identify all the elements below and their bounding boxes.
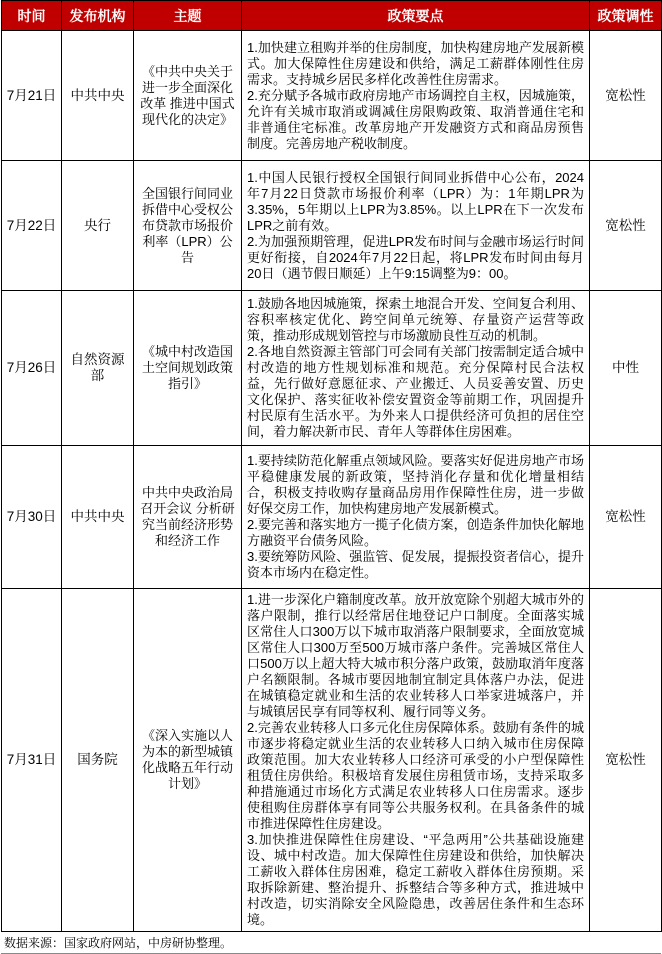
- table-row: [2, 291, 662, 446]
- policy-point: 2.完善农业转移人口多元化住房保障体系。鼓励有条件的城市逐步将稳定就业生活的农业转移人口纳入城市住房保障政策范围。加大农业转移人口经济可承受的小户型保障性租赁住房供给。积极培育发展住房租赁市场，支持采取多种措施通过市场化方式满足农业转移人口住房需求。逐步使租购住房群体享有同等公共服务权利。在具备条件的城市推进保障性住房建设。: [247, 720, 584, 831]
- tone-cell: 宽松性: [590, 161, 662, 291]
- tone-cell: 中性: [590, 291, 662, 446]
- policy-point: 1.要持续防范化解重点领域风险。要落实好促进房地产市场平稳健康发展的新政策，坚持消化存量和优化增量相结合，积极支持收购存量商品房用作保障性住房，进一步做好保交房工作，加快构建房地产发展新模式。: [247, 453, 584, 516]
- source-note: 数据来源：国家政府网站，中房研协整理。: [1, 932, 661, 954]
- topic-cell: 《深入实施以人为本的新型城镇化战略五年行动计划》: [134, 589, 242, 932]
- agency-cell: 自然资源部: [62, 291, 134, 446]
- points-cell: [242, 31, 590, 161]
- policy-point: 1.中国人民银行授权全国银行间同业拆借中心公布，2024年7月22日贷款市场报价利率（LPR）为：1年期LPR为3.35%，5年期以上LPR为3.85%。以上LPR在下一次发布LPR之前有效。: [247, 169, 584, 233]
- column-header: 主题: [134, 1, 242, 31]
- table-row: [2, 31, 662, 161]
- policy-point: 2.充分赋予各城市政府房地产市场调控自主权，因城施策，允许有关城市取消或调减住房限购政策、取消普通住宅和非普通住宅标准。改革房地产开发融资方式和商品房预售制度。完善房地产税收制度。: [247, 87, 584, 151]
- header-row: [2, 1, 662, 31]
- points-cell: [242, 446, 590, 589]
- column-header: 发布机构: [62, 1, 134, 31]
- tone-cell: 宽松性: [590, 31, 662, 161]
- agency-cell: 中共中央: [62, 446, 134, 589]
- policy-point: 2.为加强预期管理，促进LPR发布时间与金融市场运行时间更好衔接，自2024年7月22日起，将LPR发布时间由每月20日（遇节假日顺延）上午9:15调整为9：00。: [247, 233, 584, 281]
- column-header: 时间: [2, 1, 62, 31]
- topic-cell: 《中共中央关于进一步全面深化改革 推进中国式现代化的决定》: [134, 31, 242, 161]
- agency-cell: 央行: [62, 161, 134, 291]
- table-row: [2, 589, 662, 932]
- column-header: 政策要点: [242, 1, 590, 31]
- policy-point: 2.要完善和落实地方一揽子化债方案，创造条件加快化解地方融资平台债务风险。: [247, 517, 584, 548]
- agency-cell: 国务院: [62, 589, 134, 932]
- time-cell: 7月30日: [2, 446, 62, 589]
- time-cell: 7月26日: [2, 291, 62, 446]
- policy-point: 3.加快推进保障性住房建设、“平急两用”公共基础设施建设、城中村改造。加大保障性住房建设和供给，加快解决工薪收入群体住房困难，稳定工薪收入群体住房预期。采取拆除新建、整治提升、拆整结合等多种方式，推进城中村改造，切实消除安全风险隐患，改善居住条件和生态环境。: [247, 832, 584, 927]
- topic-cell: 全国银行间同业拆借中心受权公布贷款市场报价利率（LPR）公告: [134, 161, 242, 291]
- policy-point: 2.各地自然资源主管部门可会同有关部门按需制定适合城中村改造的地方性规划标准和规范。充分保障村民合法权益，先行做好意愿征求、产业搬迁、人员妥善安置、历史文化保护、落实征收补偿安置资金等前期工作，巩固提升村民原有生活水平。为外来人口提供经济可负担的居住空间，着力解决新市民、青年人等群体住房困难。: [247, 344, 584, 439]
- tone-cell: 宽松性: [590, 446, 662, 589]
- time-cell: 7月31日: [2, 589, 62, 932]
- tone-cell: 宽松性: [590, 589, 662, 932]
- agency-cell: 中共中央: [62, 31, 134, 161]
- policy-point: 1.加快建立租购并举的住房制度，加快构建房地产发展新模式。加大保障性住房建设和供给，满足工薪群体刚性住房需求。支持城乡居民多样化改善性住房需求。: [247, 39, 584, 87]
- topic-cell: 《城中村改造国土空间规划政策指引》: [134, 291, 242, 446]
- column-header: 政策调性: [590, 1, 662, 31]
- table-body: [2, 31, 662, 932]
- policy-point: 1.进一步深化户籍制度改革。放开放宽除个别超大城市外的落户限制，推行以经常居住地登记户口制度。全面落实城区常住人口300万以下城市取消落户限制要求，全面放宽城区常住人口300万至500万城市落户条件。完善城区常住人口500万以上超大特大城市积分落户政策，鼓励取消年度落户名额限制。各城市要因地制宜制定具体落户办法，促进在城镇稳定就业和生活的农业转移人口举家进城落户，并与城镇居民享有同等权利、履行同等义务。: [247, 592, 584, 719]
- policy-table: [1, 0, 662, 932]
- points-cell: [242, 291, 590, 446]
- time-cell: 7月21日: [2, 31, 62, 161]
- topic-cell: 中共中央政治局召开会议 分析研究当前经济形势和经济工作: [134, 446, 242, 589]
- points-cell: [242, 161, 590, 291]
- policy-point: 3.要统筹防风险、强监管、促发展，提振投资者信心，提升资本市场内在稳定性。: [247, 549, 584, 580]
- table-row: [2, 161, 662, 291]
- policy-point: 1.鼓励各地因城施策，探索土地混合开发、空间复合利用、容积率核定优化、跨空间单元统筹、存量资产运营等政策，推动形成规划管控与市场激励良性互动的机制。: [247, 296, 584, 343]
- time-cell: 7月22日: [2, 161, 62, 291]
- points-cell: [242, 589, 590, 932]
- table-row: [2, 446, 662, 589]
